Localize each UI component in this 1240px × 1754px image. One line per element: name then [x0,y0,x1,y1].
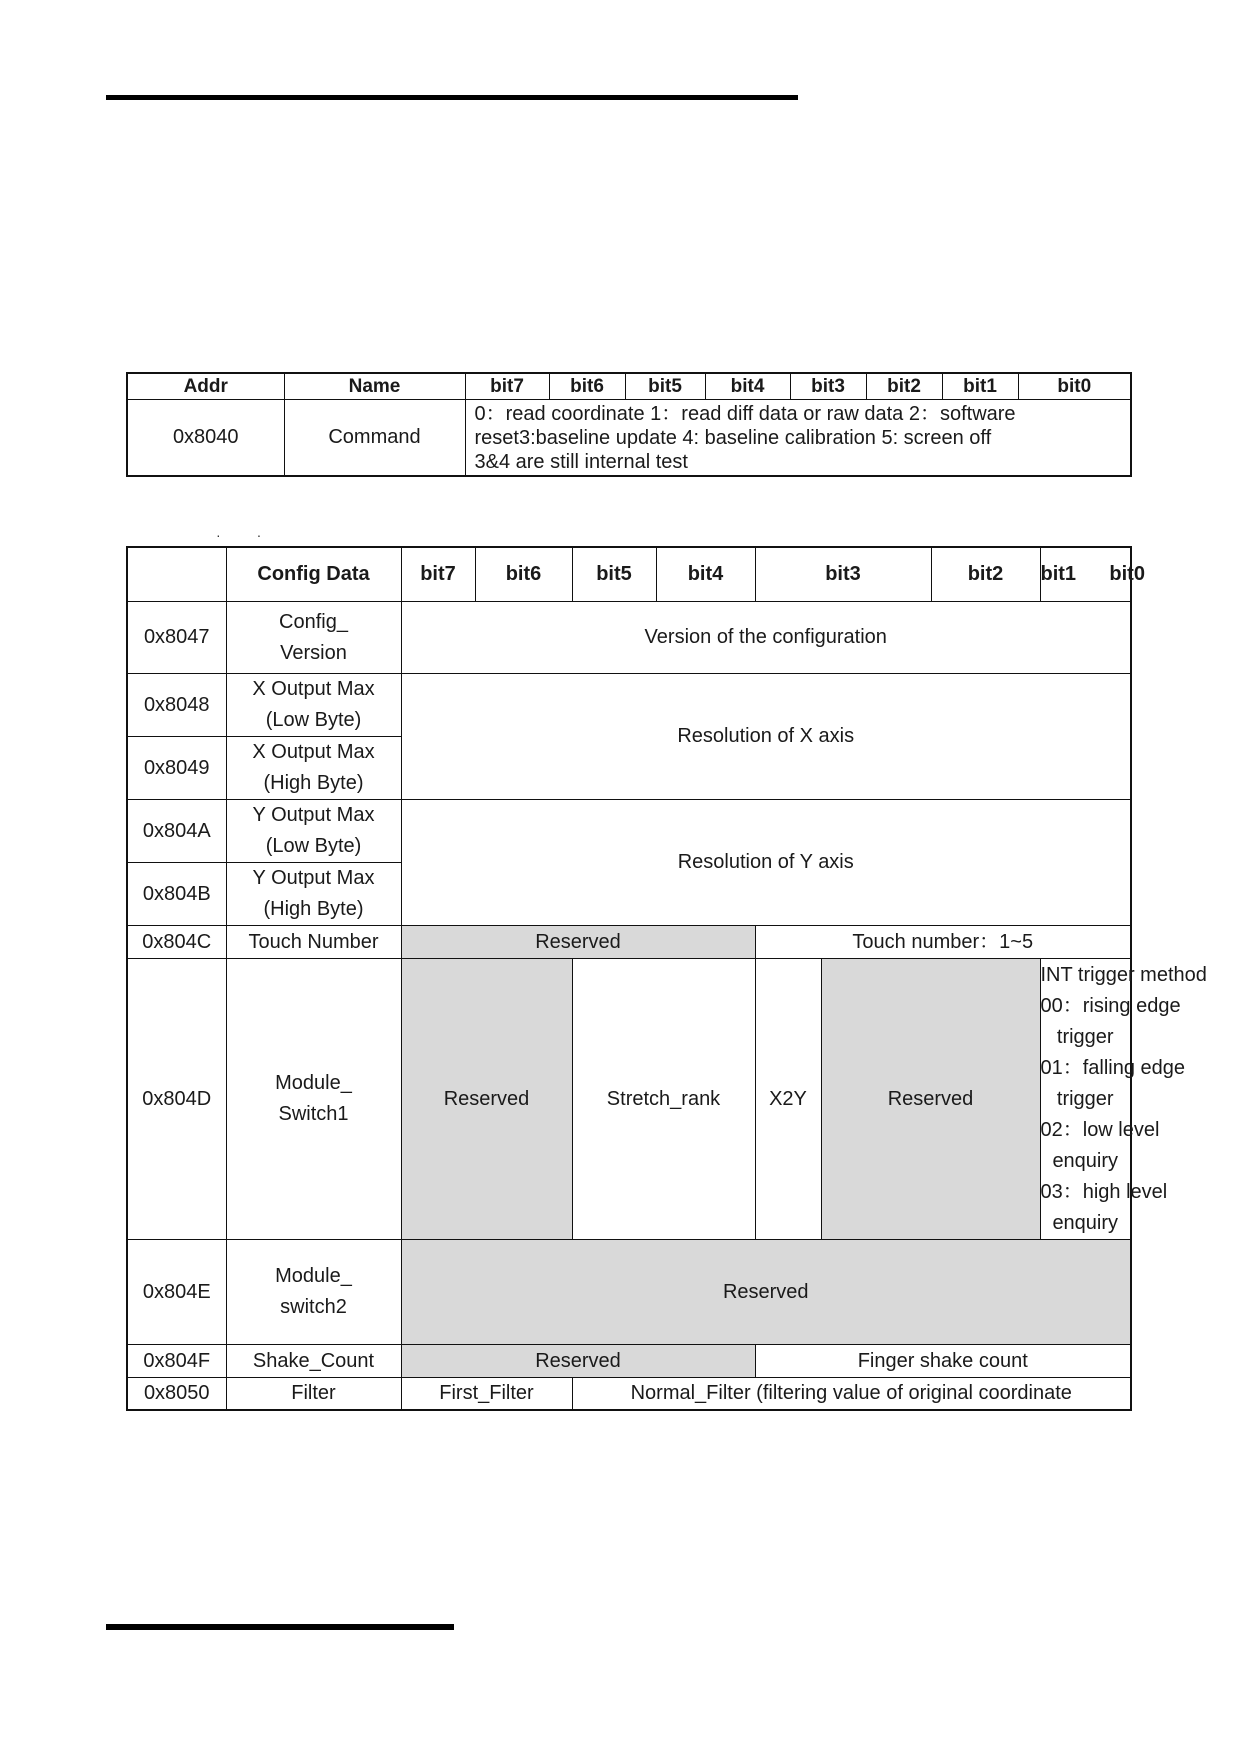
int-trigger-line: INT trigger method [1040,964,1207,986]
y-resolution-value: Resolution of Y axis [401,800,1131,926]
addr-cell: 0x804B [127,863,226,926]
int-trigger-line: trigger [1056,1026,1114,1048]
command-description-line: reset3:baseline update 4: baseline calibration 5: screen off [474,427,992,449]
addr-cell: 0x8048 [127,674,226,737]
config-table-header [127,547,1131,602]
addr-cell: 0x804E [127,1240,226,1345]
name-line: Module_ [275,1265,352,1287]
header-bit5: bit5 [625,373,705,400]
int-trigger-line: enquiry [1052,1212,1119,1234]
name-line: (High Byte) [263,772,364,794]
header-bit4: bit4 [656,547,755,602]
command-table-header [127,373,1131,400]
header-bit1: bit1 [942,373,1018,400]
reserved-cell: Reserved [401,1240,1131,1345]
addr-cell: 0x8050 [127,1378,226,1411]
name-line: Switch1 [278,1103,349,1125]
top-rule [106,95,798,100]
table-row [127,926,1131,959]
command-description-line: 3&4 are still internal test [474,451,688,473]
int-trigger-line: 01：falling edge [1040,1057,1186,1079]
int-trigger-line: enquiry [1052,1150,1119,1172]
header-addr: Addr [127,373,284,400]
command-row [127,400,1131,477]
command-name: Command [284,400,465,477]
name-line: (High Byte) [263,898,364,920]
normal-filter-cell: Normal_Filter (filtering value of original coordinate [572,1378,1131,1411]
name-line: Config_ [279,610,348,633]
name-line: X Output Max [252,741,375,763]
name-cell: Filter [226,1378,401,1411]
name-cell: Touch Number [226,926,401,959]
header-bit2: bit2 [866,373,942,400]
stray-marks: ·· [216,527,298,543]
header-bit1: bit1 [1040,563,1077,585]
header-bit6: bit6 [475,547,572,602]
addr-cell: 0x804C [127,926,226,959]
header-bit2: bit2 [931,547,1040,602]
first-filter-cell: First_Filter [401,1378,572,1411]
int-trigger-cell [1040,959,1207,1240]
int-trigger-line: 03：high level [1040,1181,1168,1203]
name-cell [226,602,401,674]
addr-cell: 0x8049 [127,737,226,800]
name-cell [226,959,401,1240]
addr-cell: 0x8047 [127,602,226,674]
name-line: (Low Byte) [265,835,362,857]
config-data-table [126,546,1207,1411]
header-blank [127,547,226,602]
name-cell [226,800,401,863]
table-row [127,1378,1131,1411]
name-line: switch2 [280,1296,347,1318]
int-trigger-line: trigger [1056,1088,1114,1110]
header-bit7: bit7 [401,547,475,602]
name-line: X Output Max [252,678,375,700]
command-description [465,400,1131,477]
reserved-cell: Reserved [821,959,1040,1240]
name-cell [226,1240,401,1345]
int-trigger-line: 00：rising edge [1040,995,1181,1017]
int-trigger-line: 02：low level [1040,1119,1160,1141]
header-config-data: Config Data [226,547,401,602]
name-line: Y Output Max [252,867,375,889]
header-bit6: bit6 [549,373,625,400]
x2y-cell: X2Y [755,959,821,1240]
name-cell [226,674,401,737]
table-row [127,674,1131,737]
name-cell [226,863,401,926]
command-description-line: 0：read coordinate 1：read diff data or raw data 2：software [474,403,1016,425]
header-bit3: bit3 [790,373,866,400]
header-bit3: bit3 [755,547,931,602]
table-row [127,602,1131,674]
header-bit0: bit0 [1018,373,1131,400]
header-bit1-bit0 [1040,547,1145,602]
name-line: Y Output Max [252,804,375,826]
table-row [127,800,1131,863]
header-bit5: bit5 [572,547,656,602]
bottom-rule [106,1624,454,1630]
shake-count-value: Finger shake count [755,1345,1131,1378]
table-row [127,1240,1131,1345]
name-cell [226,737,401,800]
header-name: Name [284,373,465,400]
addr-cell: 0x804A [127,800,226,863]
addr-cell: 0x804D [127,959,226,1240]
name-line: Version [280,641,347,664]
stretch-rank-cell: Stretch_rank [572,959,755,1240]
touch-number-value: Touch number：1~5 [755,926,1131,959]
table-row [127,1345,1131,1378]
reserved-cell: Reserved [401,959,572,1240]
header-bit4: bit4 [705,373,790,400]
x-resolution-value: Resolution of X axis [401,674,1131,800]
addr-cell: 0x804F [127,1345,226,1378]
header-bit7: bit7 [465,373,549,400]
name-cell: Shake_Count [226,1345,401,1378]
table-row [127,959,1131,1240]
config-version-value: Version of the configuration [401,602,1131,674]
name-line: (Low Byte) [265,709,362,731]
reserved-cell: Reserved [401,926,755,959]
command-addr: 0x8040 [127,400,284,477]
header-bit0: bit0 [1109,563,1145,585]
command-register-table [126,372,1132,477]
name-line: Module_ [275,1072,352,1094]
reserved-cell: Reserved [401,1345,755,1378]
